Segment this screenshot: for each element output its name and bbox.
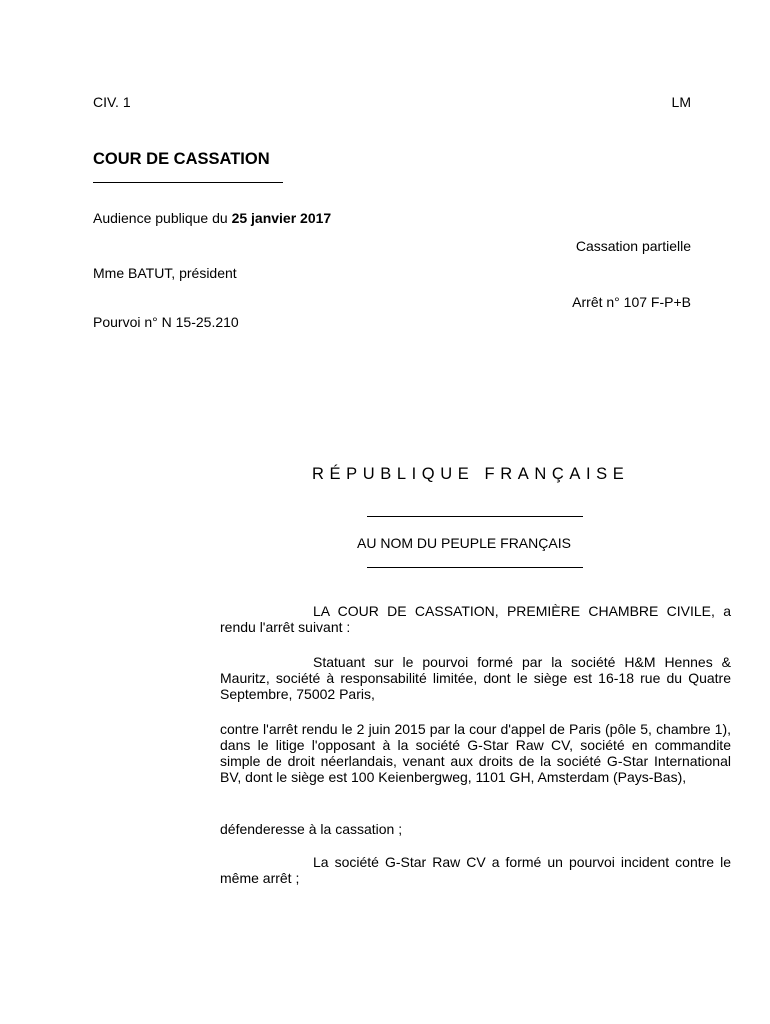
appeal-number: Pourvoi n° N 15-25.210: [93, 314, 239, 330]
paragraph-contested-ruling: contre l'arrêt rendu le 2 juin 2015 par la cour d'appel de Paris (pôle 5, chambre 1), dans le litige l'opposant à la société G-Star Raw CV, société en commandite simple de droit néerlandais, venant aux droits de la société G-Star International BV, dont le siège est 100 Keienbergweg, 1101 GH, Amsterdam (Pays-Bas),: [220, 721, 731, 785]
chamber-code: CIV. 1: [93, 94, 131, 110]
decision-type: Cassation partielle: [575, 238, 691, 254]
decision-number: Arrêt n° 107 F-P+B: [572, 294, 691, 310]
heading-rule-top: [367, 516, 583, 517]
people-heading: AU NOM DU PEUPLE FRANÇAIS: [357, 535, 571, 551]
paragraph-cross-appeal: La société G-Star Raw CV a formé un pourvoi incident contre le même arrêt ;: [220, 854, 731, 886]
court-title-underline: [93, 182, 283, 183]
audience-date: 25 janvier 2017: [231, 210, 332, 226]
court-title: COUR DE CASSATION: [93, 150, 270, 168]
republic-heading: RÉPUBLIQUE FRANÇAISE: [312, 465, 630, 483]
paragraph-respondent: défenderesse à la cassation ;: [220, 821, 403, 837]
audience-prefix: Audience publique du: [93, 210, 232, 226]
audience-line: [93, 210, 331, 226]
paragraph-appellant: Statuant sur le pourvoi formé par la société H&M Hennes & Mauritz, société à responsabilité limitée, dont le siège est 16-18 rue du Quatre Septembre, 75002 Paris,: [220, 654, 731, 702]
president-name: Mme BATUT, président: [93, 265, 237, 281]
heading-rule-bottom: [367, 567, 583, 568]
paragraph-court-renders: LA COUR DE CASSATION, PREMIÈRE CHAMBRE CIVILE, a rendu l'arrêt suivant :: [220, 603, 731, 635]
clerk-initials: LM: [671, 94, 691, 110]
